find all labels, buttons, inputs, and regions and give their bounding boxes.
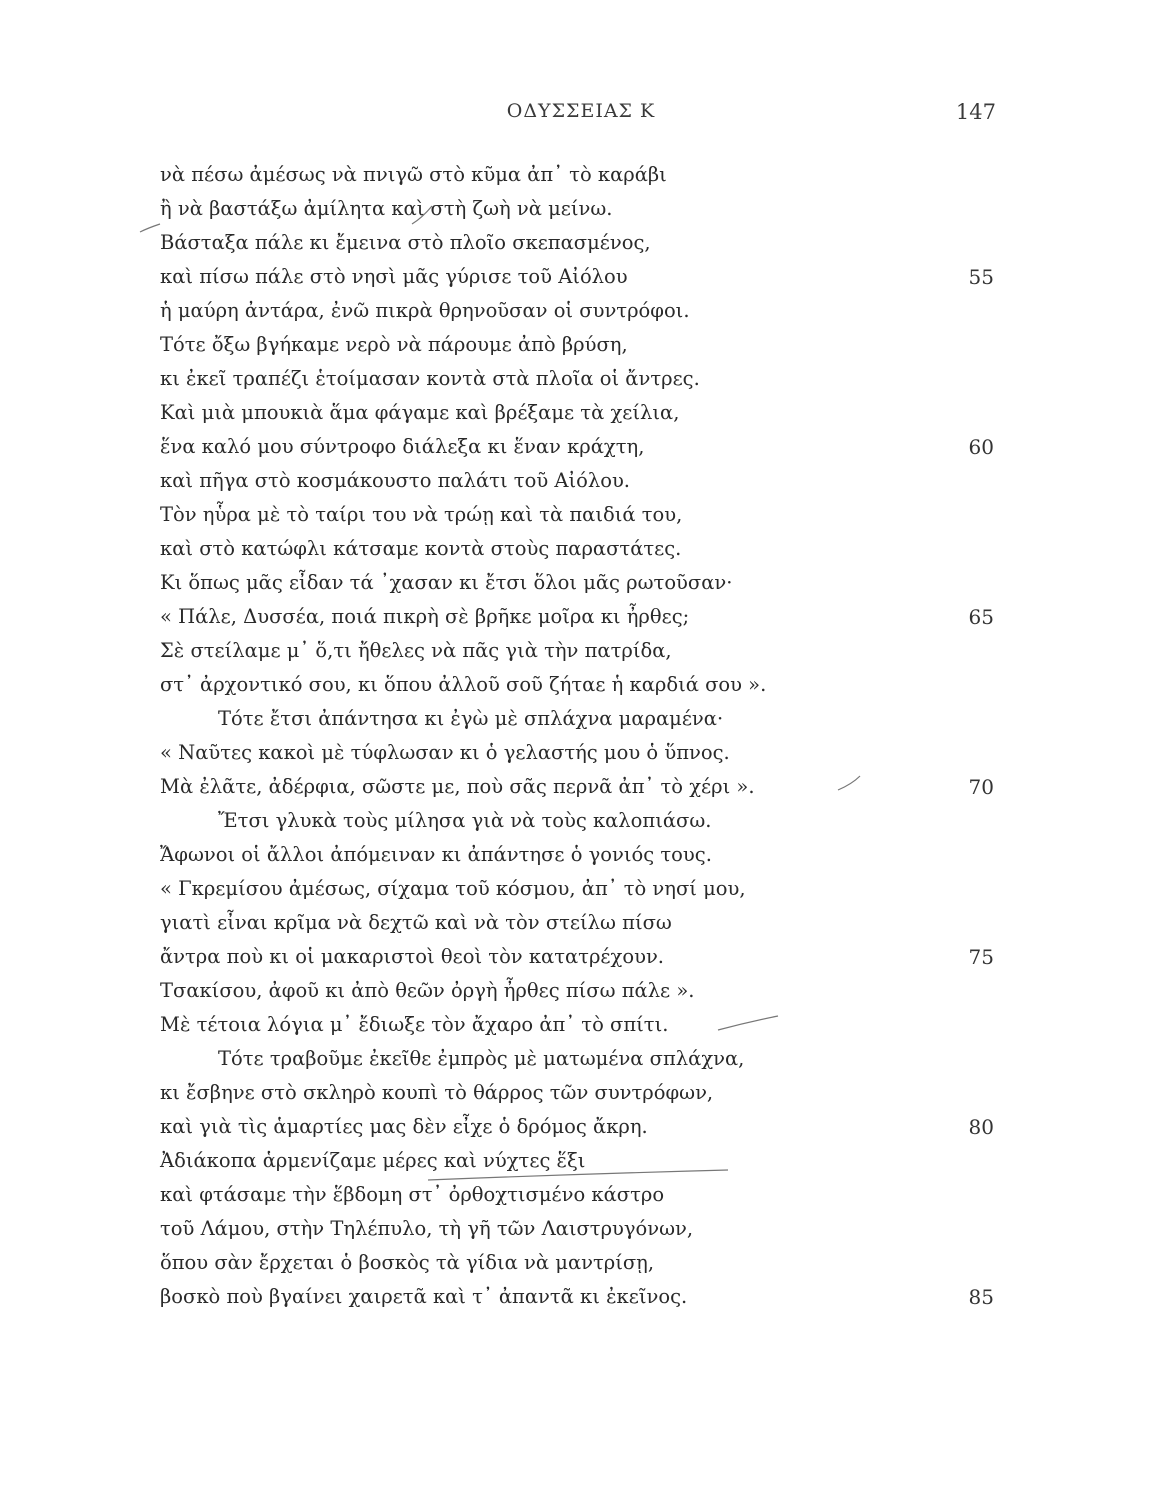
verse-line <box>160 158 1000 192</box>
verse-line <box>160 1008 1000 1042</box>
verse-line <box>160 1212 1000 1246</box>
verse-text: ἄντρα ποὺ κι οἱ μακαριστοὶ θεοὶ τὸν κατατρέχουν. <box>160 945 664 968</box>
verse-text: Βάσταξα πάλε κι ἔμεινα στὸ πλοῖο σκεπασμένος, <box>160 231 651 254</box>
verse-line <box>160 600 1000 634</box>
verse-line <box>160 770 1000 804</box>
verse-text: Ἄφωνοι οἱ ἄλλοι ἀπόμειναν κι ἀπάντησε ὁ γονιός τους. <box>160 843 712 866</box>
verse-text: Τσακίσου, ἀφοῦ κι ἀπὸ θεῶν ὀργὴ ἦρθες πίσω πάλε ». <box>160 979 695 1002</box>
verse-text: Σὲ στείλαμε μ᾽ ὅ,τι ἤθελες νὰ πᾶς γιὰ τὴν πατρίδα, <box>160 639 672 662</box>
verse-text: καὶ φτάσαμε τὴν ἕβδομη στ᾽ ὀρθοχτισμένο κάστρο <box>160 1183 665 1206</box>
verse-line <box>160 906 1000 940</box>
verse-text: Ἔτσι γλυκὰ τοὺς μίλησα γιὰ νὰ τοὺς καλοπιάσω. <box>218 809 712 832</box>
verse-text: ἢ νὰ βαστάξω ἀμίλητα καὶ στὴ ζωὴ νὰ μείνω. <box>160 197 613 220</box>
line-number: 85 <box>968 1285 994 1309</box>
verse-text: ἡ μαύρη ἀντάρα, ἐνῶ πικρὰ θρηνοῦσαν οἱ συντρόφοι. <box>160 299 690 322</box>
verse-block <box>160 158 1000 1314</box>
line-number: 75 <box>968 945 994 969</box>
verse-text: Τότε τραβοῦμε ἐκεῖθε ἐμπρὸς μὲ ματωμένα σπλάχνα, <box>218 1047 745 1070</box>
verse-line <box>160 872 1000 906</box>
verse-text: Ἀδιάκοπα ἁρμενίζαμε μέρες καὶ νύχτες ἕξι <box>160 1149 586 1172</box>
verse-line <box>160 362 1000 396</box>
verse-text: καὶ πίσω πάλε στὸ νησὶ μᾶς γύρισε τοῦ Αἰόλου <box>160 265 628 288</box>
verse-text: Τότε ὄξω βγήκαμε νερὸ νὰ πάρουμε ἀπὸ βρύση, <box>160 333 628 356</box>
verse-line <box>160 804 1000 838</box>
verse-line <box>160 1076 1000 1110</box>
verse-line <box>160 1042 1000 1076</box>
verse-line <box>160 294 1000 328</box>
verse-line <box>160 1110 1000 1144</box>
verse-text: νὰ πέσω ἀμέσως νὰ πνιγῶ στὸ κῦμα ἀπ᾽ τὸ καράβι <box>160 163 667 186</box>
verse-line <box>160 396 1000 430</box>
verse-text: στ᾽ ἀρχοντικό σου, κι ὅπου ἀλλοῦ σοῦ ζήταε ἡ καρδιά σου ». <box>160 673 767 696</box>
line-number: 65 <box>968 605 994 629</box>
line-number: 60 <box>968 435 994 459</box>
verse-line <box>160 464 1000 498</box>
line-number: 80 <box>968 1115 994 1139</box>
verse-text: τοῦ Λάμου, στὴν Τηλέπυλο, τὴ γῆ τῶν Λαιστρυγόνων, <box>160 1217 694 1240</box>
verse-text: ὅπου σὰν ἔρχεται ὁ βοσκὸς τὰ γίδια νὰ μαντρίσῃ, <box>160 1251 655 1274</box>
verse-text: « Πάλε, Δυσσέα, ποιά πικρὴ σὲ βρῆκε μοῖρα κι ἦρθες; <box>160 605 690 628</box>
verse-line <box>160 328 1000 362</box>
verse-text: κι ἐκεῖ τραπέζι ἑτοίμασαν κοντὰ στὰ πλοῖα οἱ ἄντρες. <box>160 367 700 390</box>
verse-line <box>160 226 1000 260</box>
verse-line <box>160 668 1000 702</box>
verse-text: « Ναῦτες κακοὶ μὲ τύφλωσαν κι ὁ γελαστής μου ὁ ὕπνος. <box>160 741 730 764</box>
verse-line <box>160 260 1000 294</box>
verse-line <box>160 498 1000 532</box>
verse-text: « Γκρεμίσου ἀμέσως, σίχαμα τοῦ κόσμου, ἀπ᾽ τὸ νησί μου, <box>160 877 746 900</box>
verse-text: Καὶ μιὰ μπουκιὰ ἅμα φάγαμε καὶ βρέξαμε τὰ χείλια, <box>160 401 680 424</box>
verse-line <box>160 192 1000 226</box>
verse-line <box>160 702 1000 736</box>
verse-line <box>160 838 1000 872</box>
verse-text: Τότε ἔτσι ἀπάντησα κι ἐγὼ μὲ σπλάχνα μαραμένα· <box>218 707 724 730</box>
line-number: 55 <box>968 265 994 289</box>
verse-line <box>160 736 1000 770</box>
verse-text: βοσκὸ ποὺ βγαίνει χαιρετᾶ καὶ τ᾽ ἀπαντᾶ κι ἐκεῖνος. <box>160 1285 688 1308</box>
verse-line <box>160 1144 1000 1178</box>
verse-text: Κι ὅπως μᾶς εἶδαν τά ᾽χασαν κι ἔτσι ὅλοι μᾶς ρωτοῦσαν· <box>160 571 733 594</box>
verse-text: Μὲ τέτοια λόγια μ᾽ ἔδιωξε τὸν ἄχαρο ἀπ᾽ τὸ σπίτι. <box>160 1013 669 1036</box>
page-number: 147 <box>955 100 996 124</box>
verse-text: γιατὶ εἶναι κρῖμα νὰ δεχτῶ καὶ νὰ τὸν στείλω πίσω <box>160 911 672 934</box>
verse-line <box>160 634 1000 668</box>
verse-line <box>160 974 1000 1008</box>
verse-line <box>160 566 1000 600</box>
pencil-stroke <box>140 224 160 232</box>
verse-line <box>160 1280 1000 1314</box>
verse-text: ἕνα καλό μου σύντροφο διάλεξα κι ἕναν κράχτη, <box>160 435 645 458</box>
line-number: 70 <box>968 775 994 799</box>
running-title: ΟΔΥΣΣΕΙΑΣ Κ <box>506 100 656 122</box>
verse-text: κι ἔσβηνε στὸ σκληρὸ κουπὶ τὸ θάρρος τῶν συντρόφων, <box>160 1081 714 1104</box>
verse-text: Μὰ ἐλᾶτε, ἀδέρφια, σῶστε με, ποὺ σᾶς περνᾶ ἀπ᾽ τὸ χέρι ». <box>160 775 755 798</box>
verse-text: καὶ πῆγα στὸ κοσμάκουστο παλάτι τοῦ Αἰόλου. <box>160 469 630 492</box>
verse-text: καὶ στὸ κατώφλι κάτσαμε κοντὰ στοὺς παραστάτες. <box>160 537 682 560</box>
verse-text: Τὸν ηὗρα μὲ τὸ ταίρι του νὰ τρώῃ καὶ τὰ παιδιά του, <box>160 503 683 526</box>
verse-line <box>160 430 1000 464</box>
verse-text: καὶ γιὰ τὶς ἁμαρτίες μας δὲν εἶχε ὁ δρόμος ἄκρη. <box>160 1115 648 1138</box>
verse-line <box>160 940 1000 974</box>
verse-line <box>160 532 1000 566</box>
verse-line <box>160 1246 1000 1280</box>
verse-line <box>160 1178 1000 1212</box>
